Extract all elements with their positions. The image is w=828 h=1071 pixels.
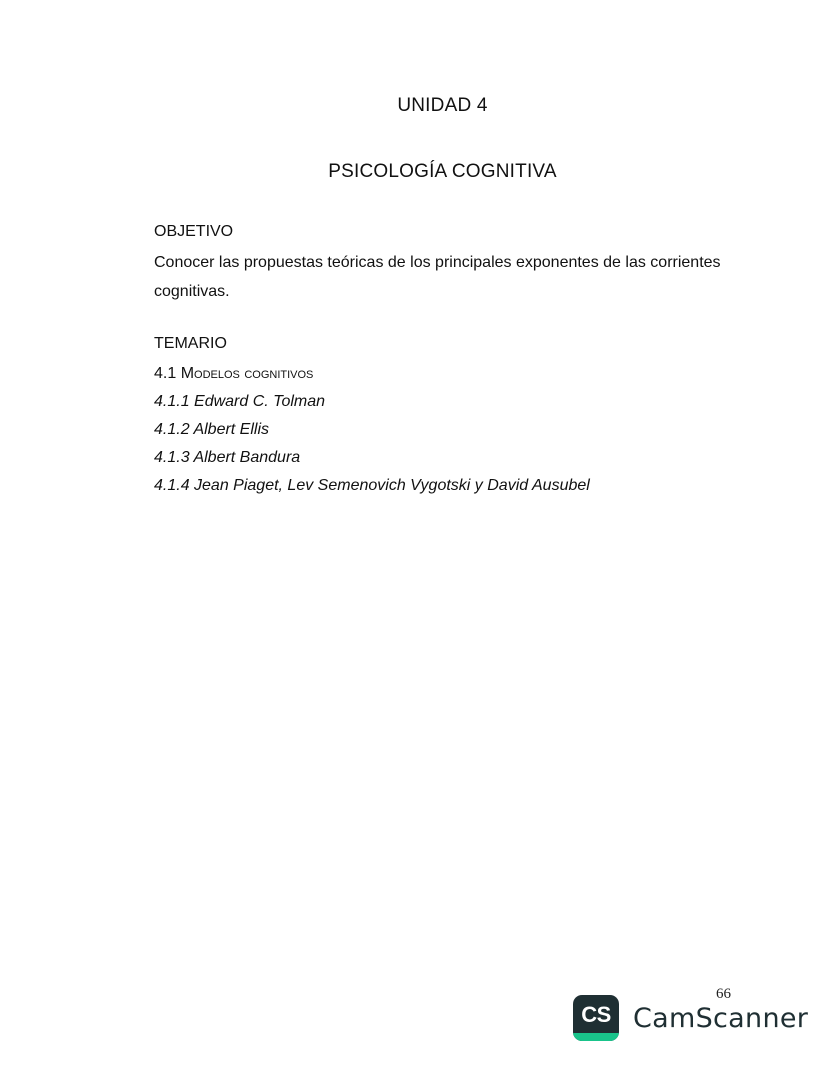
unit-title: UNIDAD 4 — [397, 95, 488, 116]
syllabus-item: 4.1.4 Jean Piaget, Lev Semenovich Vygotski y David Ausubel — [154, 477, 590, 494]
camscanner-watermark — [573, 994, 808, 1042]
subject-title: PSICOLOGÍA COGNITIVA — [328, 161, 557, 182]
syllabus-section-title: Modelos cognitivos — [180, 365, 314, 382]
syllabus-list — [154, 360, 590, 500]
syllabus-section-number: 4.1 — [154, 365, 177, 382]
syllabus-item: 4.1.2 Albert Ellis — [154, 421, 270, 438]
syllabus-item: 4.1.1 Edward C. Tolman — [154, 393, 326, 410]
syllabus-item: 4.1.3 Albert Bandura — [154, 449, 301, 466]
syllabus-heading: TEMARIO — [154, 335, 227, 352]
page-number: 66 — [716, 986, 731, 1002]
objective-text: Conocer las propuestas teóricas de los principales exponentes de las corrientes cognitivas. — [154, 254, 721, 300]
camscanner-badge-text: CS — [581, 1002, 611, 1027]
objective-heading: OBJETIVO — [154, 223, 234, 240]
camscanner-brand-name: CamScanner — [633, 1002, 809, 1034]
syllabus-section — [154, 360, 590, 388]
camscanner-logo-icon — [573, 995, 619, 1041]
